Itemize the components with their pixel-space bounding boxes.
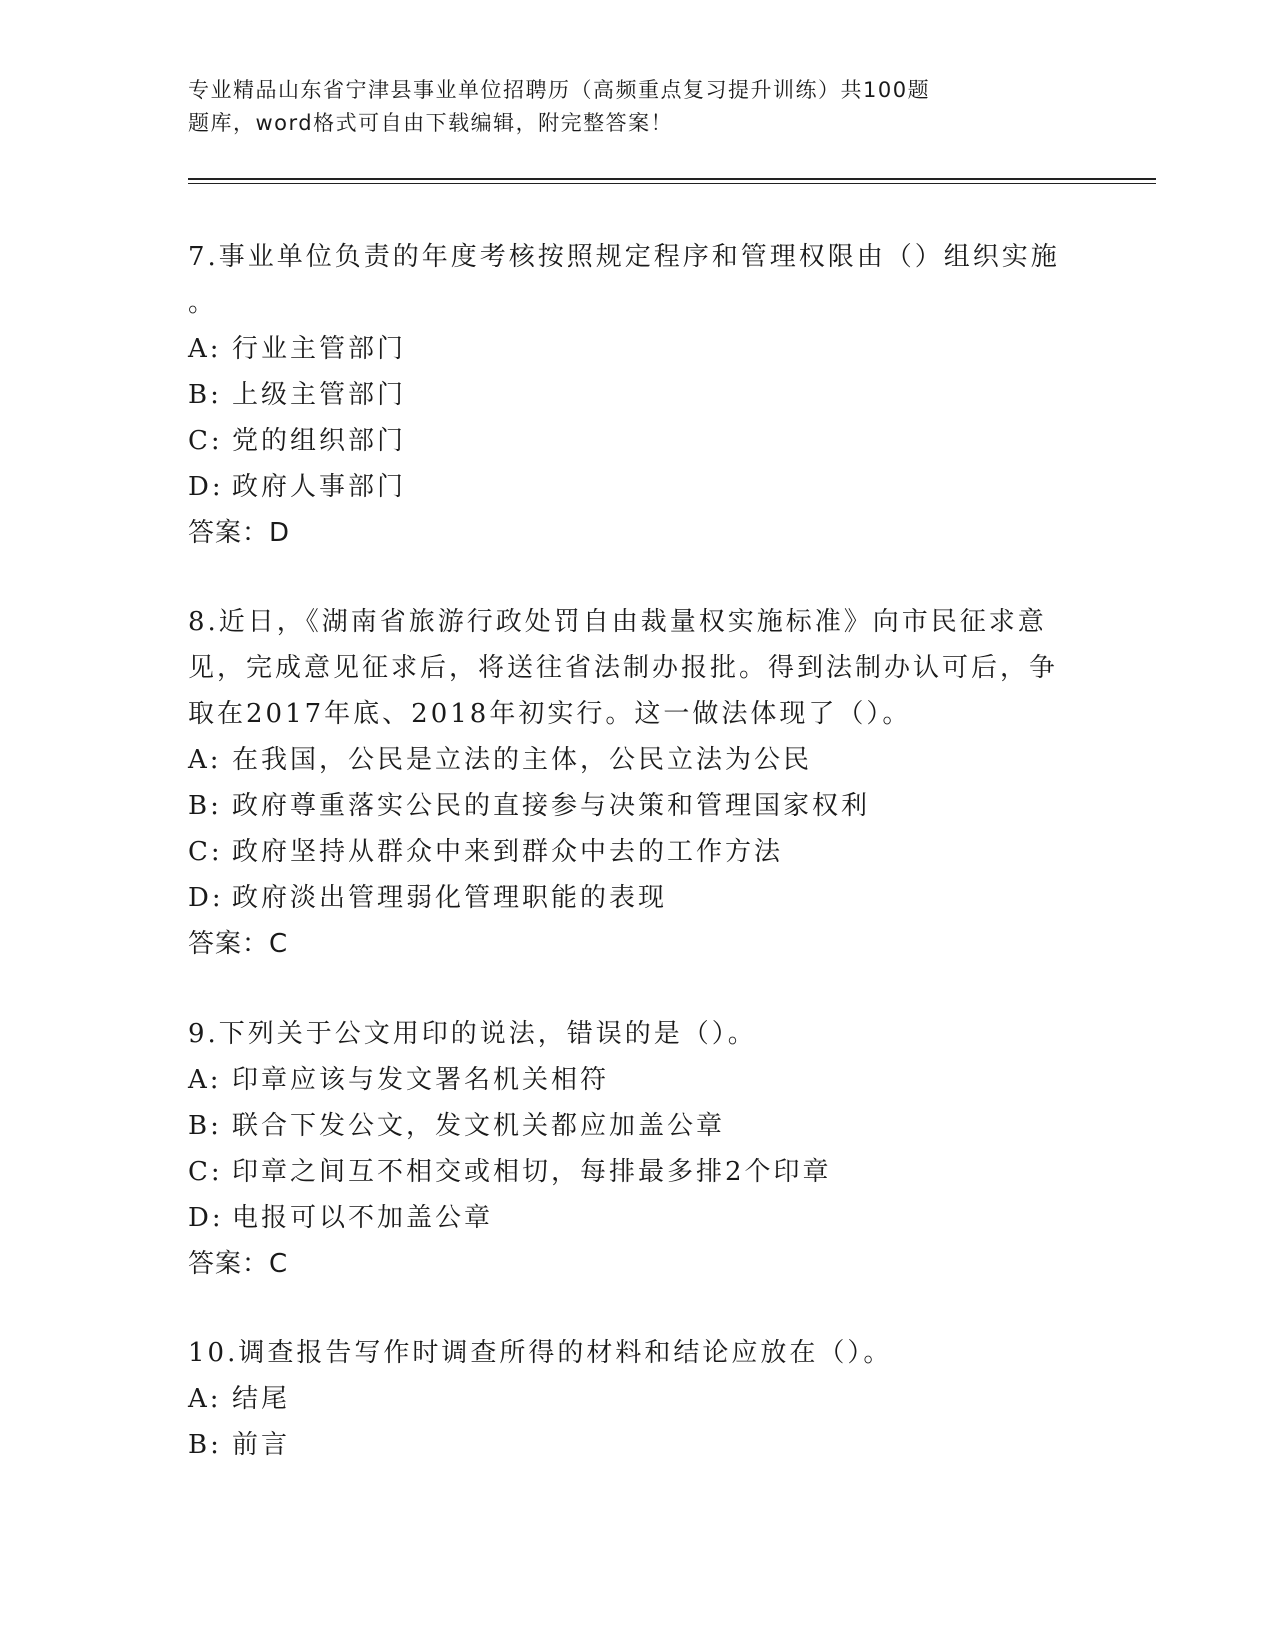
option-letter: D:	[188, 883, 224, 913]
option-text: 电报可以不加盖公章	[232, 1203, 494, 1233]
header-line-2: 题库，word格式可自由下载编辑，附完整答案！	[188, 111, 674, 135]
option-b	[188, 1422, 1068, 1468]
option-b	[188, 783, 1068, 829]
answer-label: 答案：C	[188, 929, 289, 959]
question-8	[188, 599, 1068, 967]
option-text: 政府淡出管理弱化管理职能的表现	[232, 883, 668, 913]
option-text: 政府尊重落实公民的直接参与决策和管理国家权利	[232, 791, 871, 821]
question-stem-line: 9.下列关于公文用印的说法，错误的是（）。	[188, 1019, 757, 1049]
option-d	[188, 875, 1068, 921]
option-letter: C:	[188, 1157, 223, 1187]
option-text: 政府人事部门	[232, 472, 407, 502]
option-letter: A:	[188, 1384, 222, 1414]
option-a	[188, 737, 1068, 783]
option-a	[188, 1057, 1068, 1103]
header-divider-thick	[188, 178, 1156, 180]
question-9	[188, 1011, 1068, 1287]
header-line-1: 专业精品山东省宁津县事业单位招聘历（高频重点复习提升训练）共100题	[188, 78, 931, 102]
question-stem-line: 见，完成意见征求后，将送往省法制办报批。得到法制办认可后，争	[188, 653, 1059, 683]
option-text: 前言	[232, 1430, 291, 1460]
option-letter: D:	[188, 1203, 224, 1233]
option-text: 行业主管部门	[232, 334, 407, 364]
option-letter: B:	[188, 791, 222, 821]
question-stem-line: 10.调查报告写作时调查所得的材料和结论应放在（）。	[188, 1338, 893, 1368]
question-stem-line: 。	[188, 288, 218, 318]
option-letter: C:	[188, 426, 223, 456]
header-divider-thin	[188, 183, 1156, 184]
question-stem-line: 7.事业单位负责的年度考核按照规定程序和管理权限由（）组织实施	[188, 242, 1060, 272]
option-letter: A:	[188, 1065, 222, 1095]
option-c	[188, 418, 1068, 464]
answer-label: 答案：C	[188, 1249, 289, 1279]
option-text: 联合下发公文，发文机关都应加盖公章	[232, 1111, 726, 1141]
option-letter: B:	[188, 380, 222, 410]
option-text: 政府坚持从群众中来到群众中去的工作方法	[232, 837, 784, 867]
option-text: 在我国，公民是立法的主体，公民立法为公民	[232, 745, 813, 775]
option-letter: A:	[188, 745, 222, 775]
document-header	[188, 74, 1068, 140]
option-letter: C:	[188, 837, 223, 867]
option-b	[188, 1103, 1068, 1149]
option-a	[188, 1376, 1068, 1422]
question-stem-line: 取在2017年底、2018年初实行。这一做法体现了（）。	[188, 699, 912, 729]
option-letter: A:	[188, 334, 222, 364]
option-a	[188, 326, 1068, 372]
option-text: 印章之间互不相交或相切，每排最多排2个印章	[232, 1157, 832, 1187]
option-letter: B:	[188, 1430, 222, 1460]
option-b	[188, 372, 1068, 418]
answer-label: 答案：D	[188, 518, 291, 548]
option-letter: B:	[188, 1111, 222, 1141]
option-d	[188, 1195, 1068, 1241]
option-letter: D:	[188, 472, 224, 502]
option-text: 印章应该与发文署名机关相符	[232, 1065, 610, 1095]
question-10	[188, 1330, 1068, 1468]
option-text: 结尾	[232, 1384, 291, 1414]
question-stem-line: 8.近日，《湖南省旅游行政处罚自由裁量权实施标准》向市民征求意	[188, 607, 1047, 637]
option-text: 党的组织部门	[232, 426, 407, 456]
question-7	[188, 234, 1068, 556]
option-c	[188, 829, 1068, 875]
option-c	[188, 1149, 1068, 1195]
option-text: 上级主管部门	[232, 380, 407, 410]
option-d	[188, 464, 1068, 510]
